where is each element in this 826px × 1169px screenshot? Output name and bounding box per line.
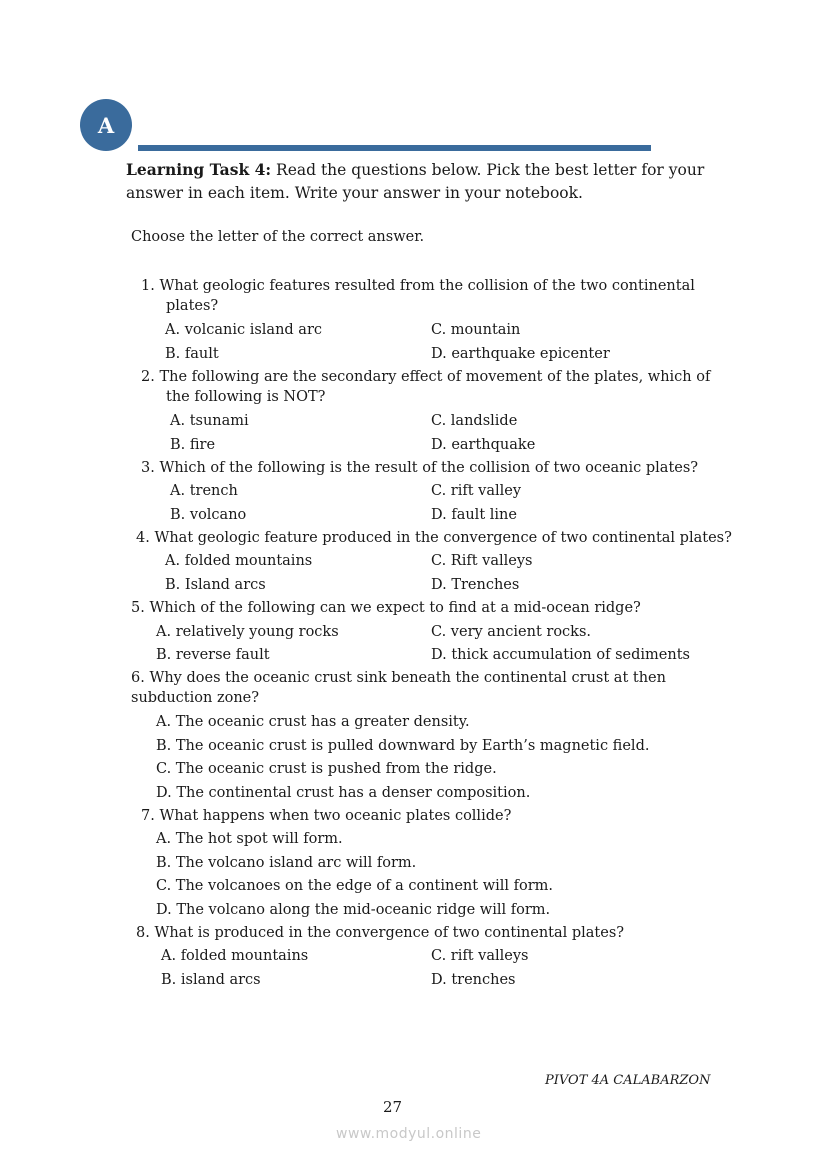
q4-option-a: A. folded mountains xyxy=(165,553,313,569)
task-text: Read the questions below. Pick the best letter for your answer in each item. Write your answer in your notebook. xyxy=(126,161,705,202)
question-2-text-cont: the following is NOT? xyxy=(166,389,326,405)
question-2-text: 2. The following are the secondary effect of movement of the plates, which of xyxy=(141,369,711,385)
question-8-text: 8. What is produced in the convergence of two continental plates? xyxy=(136,925,625,941)
q6-option-a: A. The oceanic crust has a greater density. xyxy=(156,714,470,730)
footer-label: PIVOT 4A CALABARZON xyxy=(545,1073,711,1088)
question-1-text-cont: plates? xyxy=(166,298,219,314)
q2-option-c: C. landslide xyxy=(431,413,518,429)
q8-option-d: D. trenches xyxy=(431,972,516,988)
task-heading xyxy=(126,158,726,205)
question-7-text: 7. What happens when two oceanic plates collide? xyxy=(141,808,512,824)
q5-option-d: D. thick accumulation of sediments xyxy=(431,647,690,663)
q7-option-c: C. The volcanoes on the edge of a continent will form. xyxy=(156,878,554,894)
q4-option-b: B. Island arcs xyxy=(165,577,266,593)
q1-option-a: A. volcanic island arc xyxy=(165,322,323,338)
q2-option-b: B. fire xyxy=(170,437,216,453)
q6-option-c: C. The oceanic crust is pushed from the ridge. xyxy=(156,761,497,777)
question-5-text: 5. Which of the following can we expect to find at a mid-ocean ridge? xyxy=(131,600,641,616)
question-4-text: 4. What geologic feature produced in the convergence of two continental plates? xyxy=(136,530,732,546)
q7-option-d: D. The volcano along the mid-oceanic ridge will form. xyxy=(156,902,551,918)
watermark: www.modyul.online xyxy=(336,1126,482,1142)
q6-option-d: D. The continental crust has a denser composition. xyxy=(156,785,531,801)
q2-option-d: D. earthquake xyxy=(431,437,536,453)
q2-option-a: A. tsunami xyxy=(170,413,249,429)
q1-option-d: D. earthquake epicenter xyxy=(431,346,610,362)
task-label: Learning Task 4: xyxy=(126,160,272,179)
q5-option-c: C. very ancient rocks. xyxy=(431,624,592,640)
q3-option-d: D. fault line xyxy=(431,507,517,523)
header-rule xyxy=(138,145,651,151)
section-badge: A xyxy=(80,99,132,151)
q3-option-c: C. rift valley xyxy=(431,483,522,499)
question-6-text: 6. Why does the oceanic crust sink beneath the continental crust at then xyxy=(131,670,666,686)
q3-option-a: A. trench xyxy=(170,483,238,499)
q8-option-b: B. island arcs xyxy=(161,972,261,988)
q4-option-c: C. Rift valleys xyxy=(431,553,533,569)
q1-option-c: C. mountain xyxy=(431,322,521,338)
q5-option-b: B. reverse fault xyxy=(156,647,270,663)
q7-option-b: B. The volcano island arc will form. xyxy=(156,855,417,871)
q1-option-b: B. fault xyxy=(165,346,219,362)
question-1-text: 1. What geologic features resulted from the collision of the two continental xyxy=(141,278,695,294)
q7-option-a: A. The hot spot will form. xyxy=(156,831,343,847)
page-number: 27 xyxy=(383,1098,403,1116)
q5-option-a: A. relatively young rocks xyxy=(156,624,339,640)
question-6-text-cont: subduction zone? xyxy=(131,690,260,706)
instruction-text: Choose the letter of the correct answer. xyxy=(131,229,425,245)
q6-option-b: B. The oceanic crust is pulled downward by Earth’s magnetic field. xyxy=(156,738,650,754)
q3-option-b: B. volcano xyxy=(170,507,247,523)
q4-option-d: D. Trenches xyxy=(431,577,520,593)
question-3-text: 3. Which of the following is the result of the collision of two oceanic plates? xyxy=(141,460,699,476)
q8-option-a: A. folded mountains xyxy=(161,948,309,964)
q8-option-c: C. rift valleys xyxy=(431,948,529,964)
